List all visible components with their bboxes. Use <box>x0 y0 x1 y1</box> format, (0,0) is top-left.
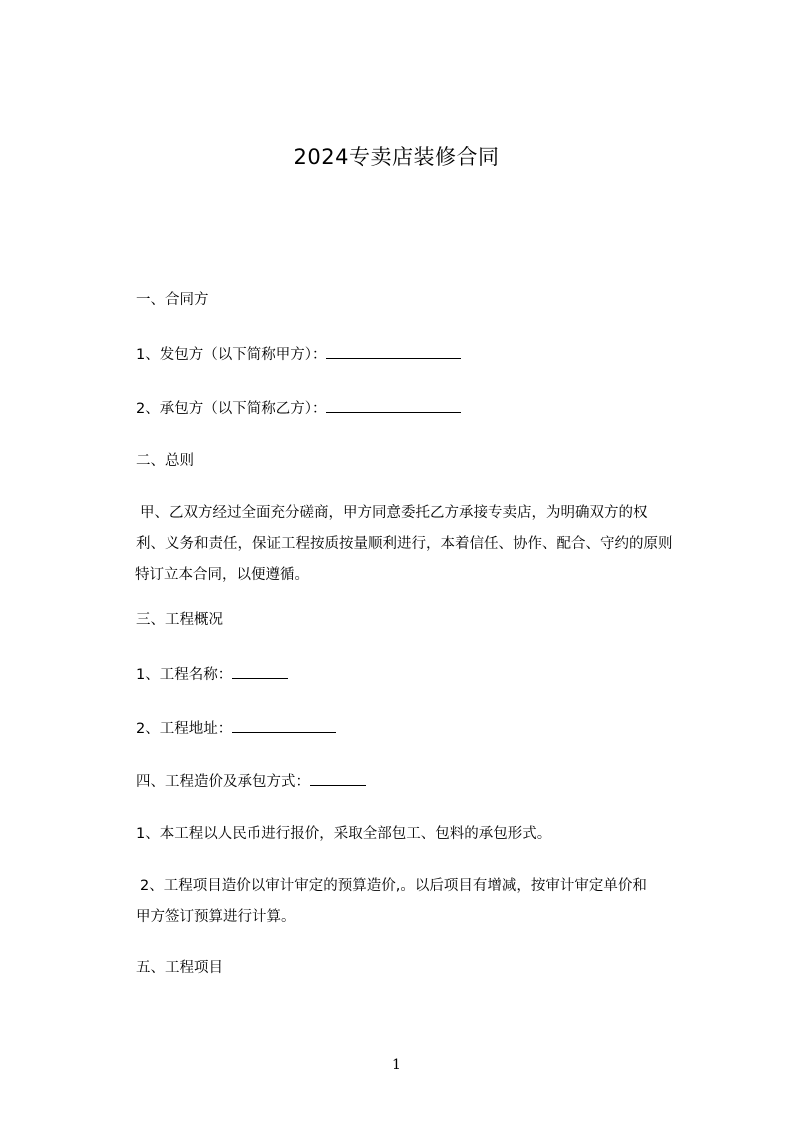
project-address-line <box>136 718 336 739</box>
party-b-blank <box>326 398 461 413</box>
cost-item-2 <box>136 871 696 933</box>
document-title: 2024专卖店装修合同 <box>293 145 500 169</box>
project-name-label: 1、工程名称： <box>136 667 233 683</box>
cost-item-2-line: 2、工程项目造价以审计审定的预算造价,。以后项目有增减，按审计审定单价和 <box>140 878 647 894</box>
project-name-line <box>136 664 288 685</box>
cost-item-2-line: 甲方签订预算进行计算。 <box>136 909 296 925</box>
party-b-label: 2、承包方（以下简称乙方）： <box>136 401 327 417</box>
project-address-blank <box>232 718 336 733</box>
general-paragraph <box>136 498 696 591</box>
page-number: 1 <box>392 1057 401 1073</box>
party-a-line <box>136 344 461 365</box>
section-heading-items: 五、工程项目 <box>136 960 223 976</box>
section-heading-cost: 四、工程造价及承包方式： <box>136 774 310 790</box>
project-address-label: 2、工程地址： <box>136 721 233 737</box>
cost-method-blank <box>310 771 366 786</box>
section-heading-parties: 一、合同方 <box>136 292 209 308</box>
section-heading-general: 二、总则 <box>136 453 194 469</box>
party-a-label: 1、发包方（以下简称甲方）： <box>136 347 327 363</box>
project-name-blank <box>232 664 288 679</box>
general-paragraph-line: 利、义务和责任，保证工程按质按量顺利进行，本着信任、协作、配合、守约的原则 <box>136 536 673 552</box>
general-paragraph-line: 特订立本合同，以便遵循。 <box>135 567 309 583</box>
general-paragraph-line: 甲、乙双方经过全面充分磋商，甲方同意委托乙方承接专卖店，为明确双方的权 <box>140 505 648 521</box>
party-b-line <box>136 398 461 419</box>
cost-heading-line <box>136 771 366 792</box>
section-heading-overview: 三、工程概况 <box>136 612 223 628</box>
cost-item-1: 1、本工程以人民币进行报价，采取全部包工、包料的承包形式。 <box>136 826 552 842</box>
party-a-blank <box>326 344 461 359</box>
